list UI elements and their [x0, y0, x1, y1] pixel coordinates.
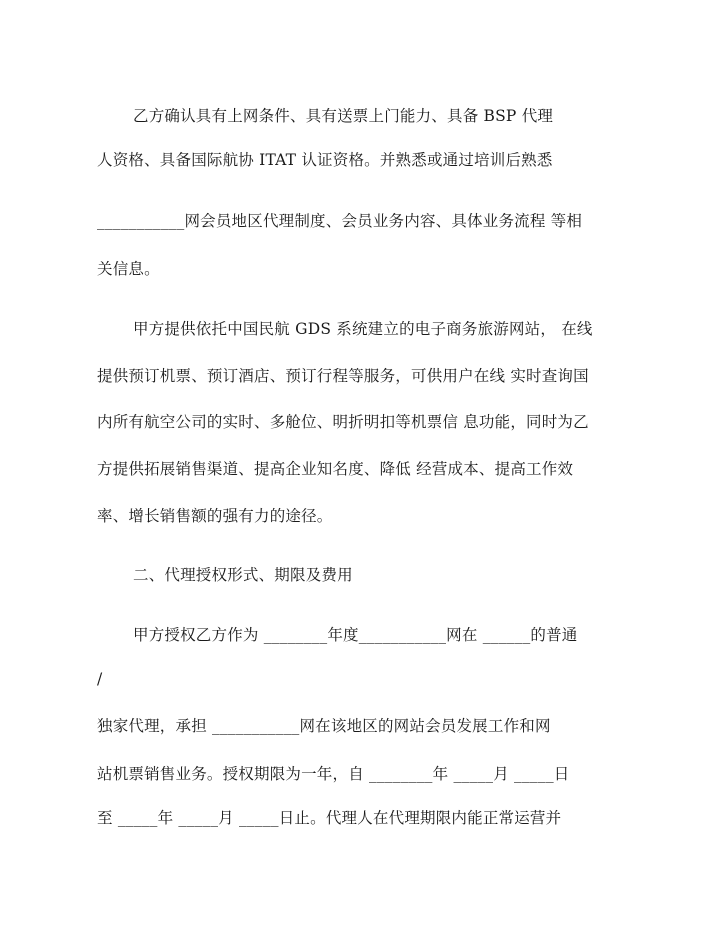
paragraph-1-line-1: 乙方确认具有上网条件、具有送票上门能力、具备 BSP 代理 — [133, 107, 554, 125]
paragraph-2-line-2: 提供预订机票、预订酒店、预订行程等服务，可供用户在线 实时查询国 — [97, 367, 589, 385]
paragraph-3-line-1: 甲方授权乙方作为 ________年度___________网在 ______的普通 — [133, 626, 578, 644]
paragraph-2-line-4: 方提供拓展销售渠道、提高企业知名度、降低 经营成本、提高工作效 — [97, 460, 574, 478]
paragraph-3-line-4: 至 _____年 _____月 _____日止。代理人在代理期限内能正常运营并 — [97, 809, 562, 827]
section-heading: 二、代理授权形式、期限及费用 — [133, 566, 353, 584]
paragraph-2-line-1: 甲方提供依托中国民航 GDS 系统建立的电子商务旅游网站， 在线 — [133, 320, 593, 338]
paragraph-3-line-2: 独家代理，承担 ___________网在该地区的网站会员发展工作和网 — [97, 717, 551, 735]
paragraph-3-slash: / — [97, 670, 103, 688]
paragraph-1-line-4: 关信息。 — [97, 260, 160, 278]
paragraph-2-line-5: 率、增长销售额的强有力的途径。 — [97, 507, 333, 525]
paragraph-2-line-3: 内所有航空公司的实时、多舱位、明折明扣等机票信 息功能，同时为乙 — [97, 413, 589, 431]
paragraph-1-line-2: 人资格、具备国际航协 ITAT 认证资格。并熟悉或通过培训后熟悉 — [97, 151, 553, 169]
paragraph-1-line-3: ___________网会员地区代理制度、会员业务内容、具体业务流程 等相 — [97, 212, 583, 230]
paragraph-3-line-3: 站机票销售业务。授权期限为一年，自 ________年 _____月 _____日 — [97, 765, 570, 783]
